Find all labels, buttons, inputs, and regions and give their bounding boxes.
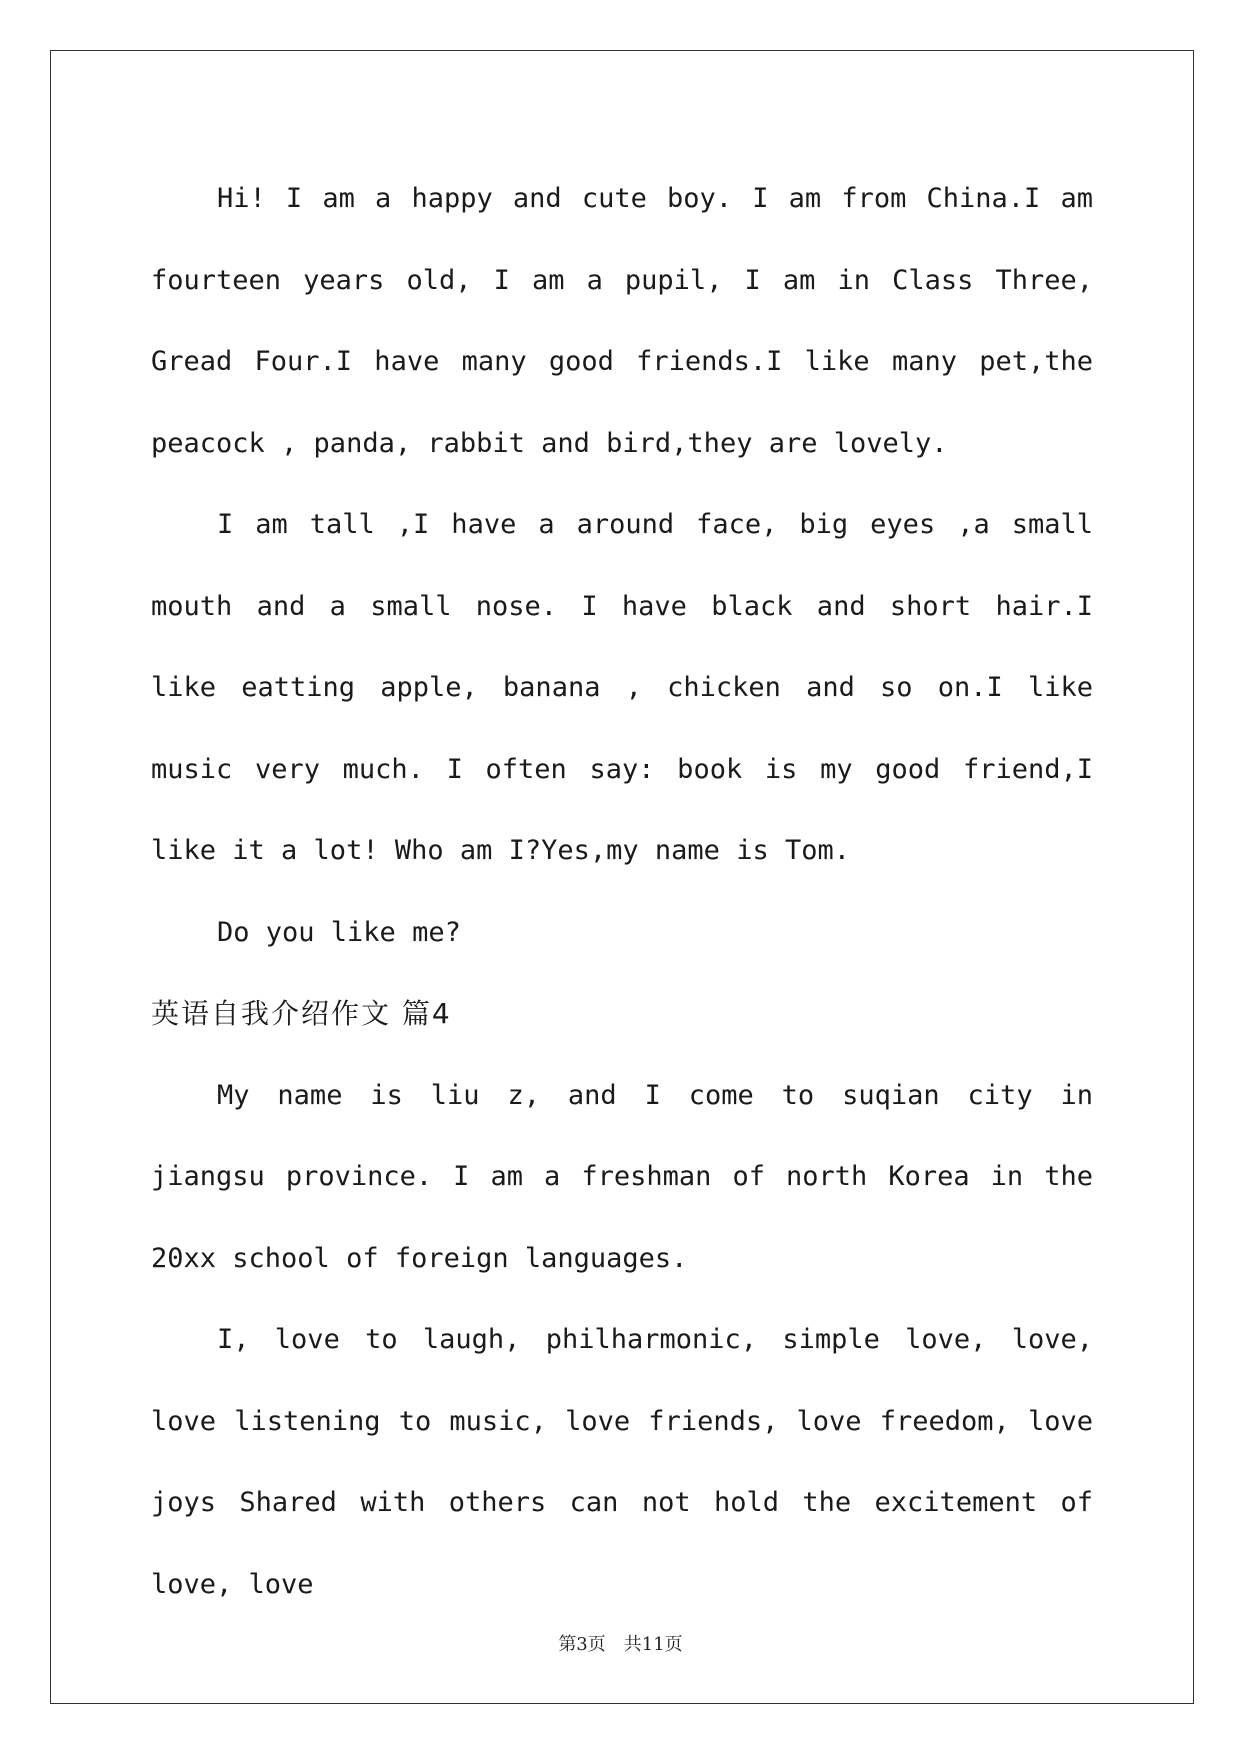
paragraph-intro: Hi! I am a happy and cute boy. I am from China.I am fourteen years old, I am a pupil, I am in Class Three, Gread Four.I have many good friends.I like many pet,the peacock , panda, rabbit and bird,they are lovely. [151,183,1093,459]
paragraph-appearance: I am tall ,I have a around face, big eyes ,a small mouth and a small nose. I have black and short hair.I like eatting apple, banana , chicken and so on.I like music very much. I often say: book is my good friend,I like it a lot! Who am I?Yes,my name is Tom. [151,509,1093,866]
page-total: 共11页 [623,1634,683,1655]
document-body [151,158,1093,1625]
section-heading: 英语自我介绍作文 篇4 [151,997,452,1030]
page-footer [0,1630,1241,1656]
paragraph-closing-question: Do you like me? [217,916,461,948]
paragraph-interests: I, love to laugh, philharmonic, simple love, love, love listening to music, love friends, love freedom, love joys Shared with others can not hold the excitement of love, love [151,1324,1093,1600]
page-number: 第3页 [558,1634,606,1655]
paragraph-name-origin: My name is liu z, and I come to suqian city in jiangsu province. I am a freshman of north Korea in the 20xx school of foreign languages. [151,1079,1093,1274]
